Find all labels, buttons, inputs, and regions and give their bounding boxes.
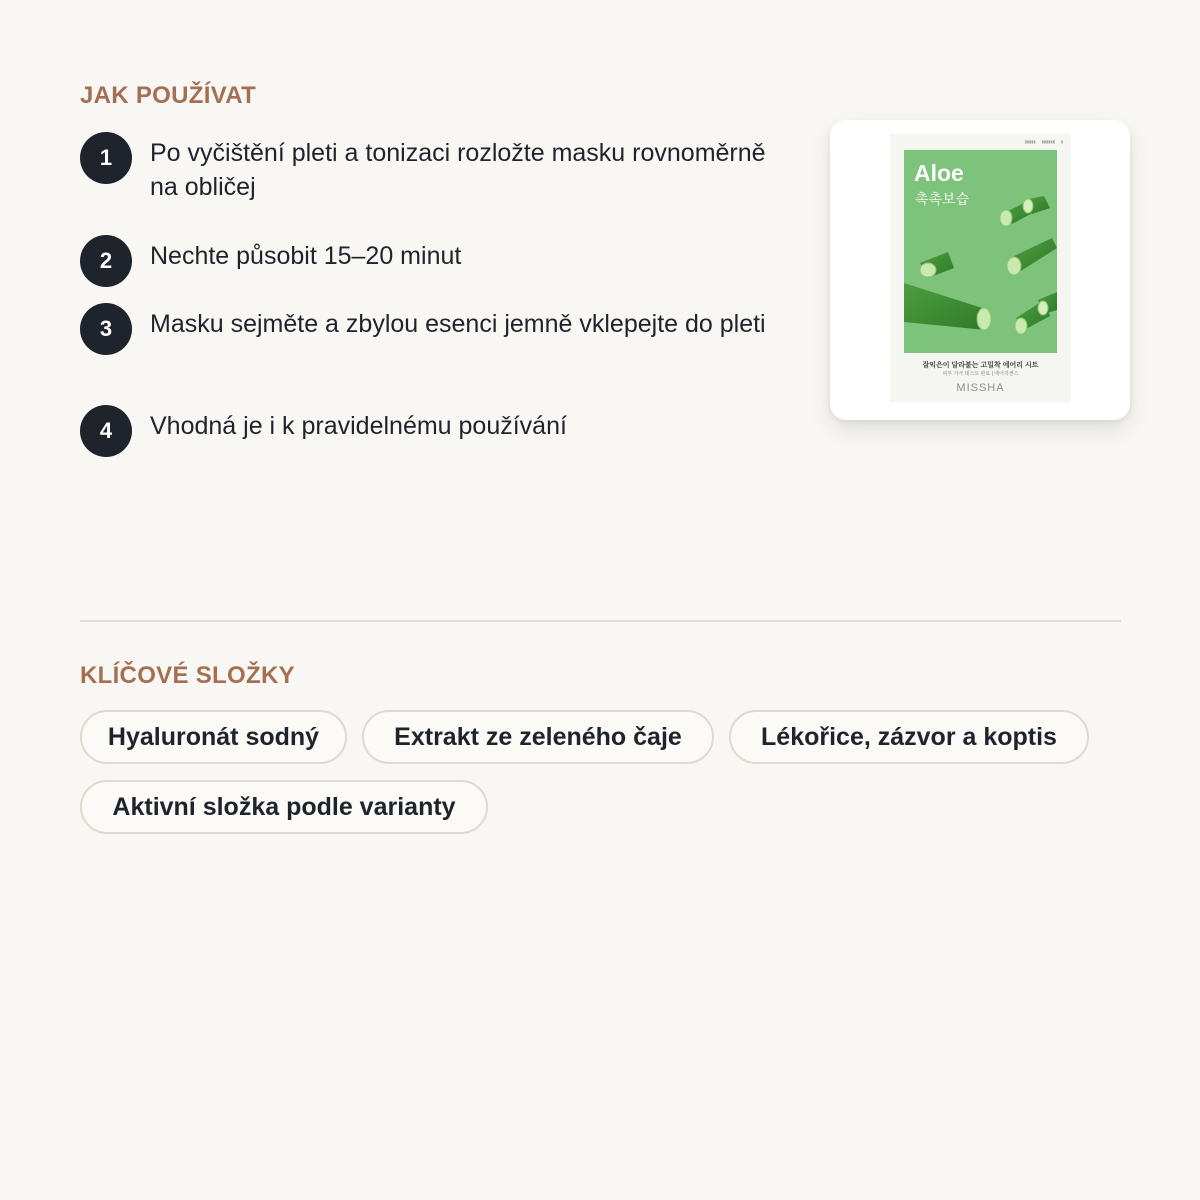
step-text: Po vyčištění pleti a tonizaci rozložte masku rovnoměrně na obličej	[150, 139, 766, 201]
product-name: Aloe	[914, 160, 964, 186]
product-name-korean: 촉촉보습	[915, 191, 970, 207]
step-number-badge: 1	[80, 132, 132, 184]
step-text: Nechte působit 15–20 minut	[150, 242, 462, 270]
ingredient-chip: Lékořice, zázvor a koptis	[729, 710, 1089, 764]
step-text: Vhodná je i k pravidelnému používání	[150, 412, 567, 440]
product-image	[890, 134, 1071, 402]
ingredient-chip: Hyaluronát sodný	[80, 710, 347, 764]
pack-green-panel	[904, 150, 1057, 353]
step-number-badge: 3	[80, 303, 132, 355]
step-number-badge: 4	[80, 405, 132, 457]
step-number-badge: 2	[80, 235, 132, 287]
section-divider	[80, 620, 1121, 622]
step-text: Masku sejměte a zbylou esenci jemně vklepejte do pleti	[150, 310, 766, 338]
product-image-card	[830, 120, 1130, 420]
pack-top-strip: ▮▮▮▮▮ ▮▮▮▮▮▮ ▮	[1024, 138, 1063, 144]
how-to-title: JAK POUŽÍVAT	[80, 82, 257, 109]
product-description: 잘익은이 달라붙는 고밀착 에어리 시트	[922, 362, 1039, 369]
ingredients-title: KLÍČOVÉ SLOŽKY	[80, 662, 295, 689]
ingredient-chip: Aktivní složka podle varianty	[80, 780, 488, 834]
ingredient-chip: Extrakt ze zeleného čaje	[362, 710, 714, 764]
product-brand: MISSHA	[956, 382, 1005, 394]
product-subtext: 피부 자극 테스트 완료 | 에어리센스	[942, 371, 1019, 377]
